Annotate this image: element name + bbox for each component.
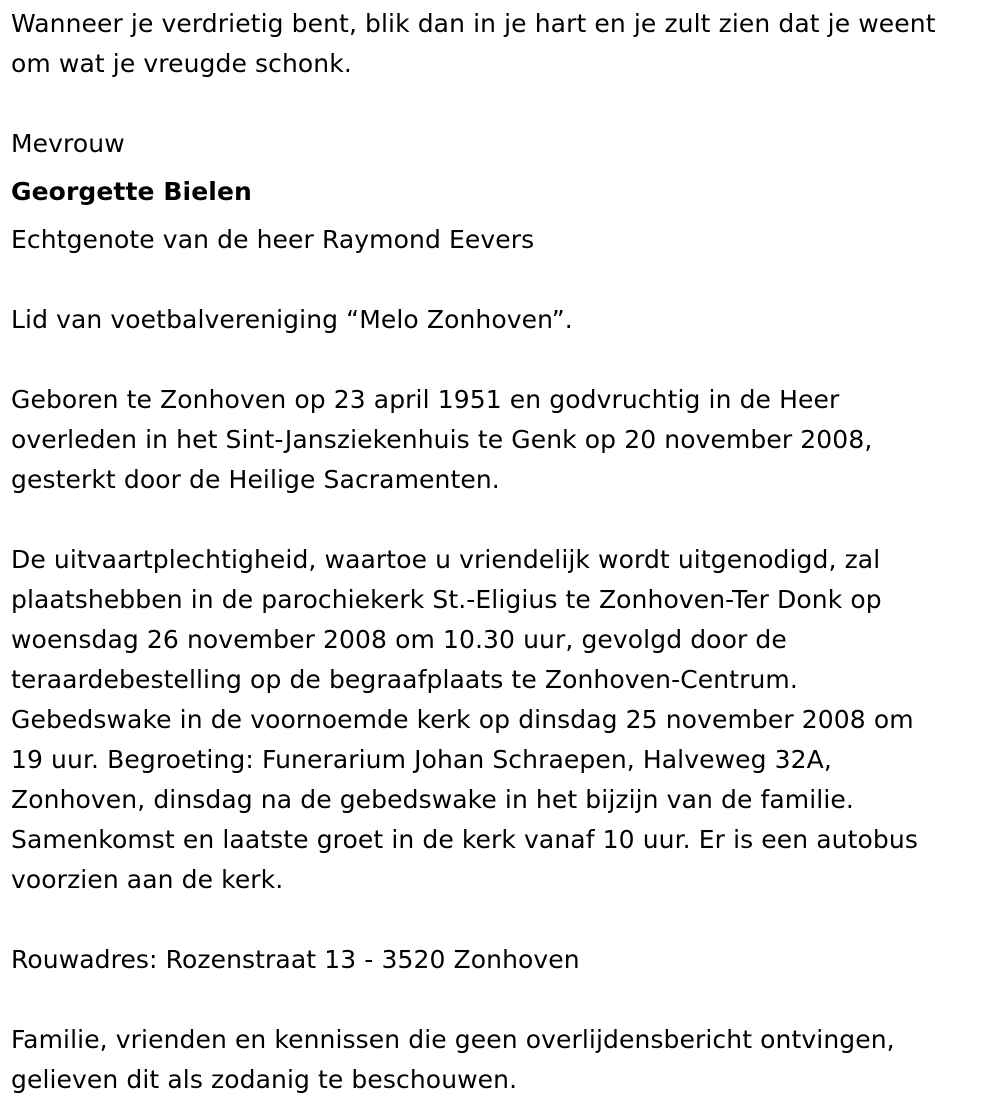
paragraph-spacer (11, 84, 996, 124)
birth-death-line: Geboren te Zonhoven op 23 april 1951 en godvruchtig in de Heer (11, 385, 840, 414)
funeral-line: voorzien aan de kerk. (11, 865, 284, 894)
mourning-address: Rouwadres: Rozenstraat 13 - 3520 Zonhoven (11, 945, 580, 974)
funeral-line: De uitvaartplechtigheid, waartoe u vriendelijk wordt uitgenodigd, zal (11, 545, 881, 574)
birth-death-line: gesterkt door de Heilige Sacramenten. (11, 465, 500, 494)
paragraph-spacer (11, 900, 996, 940)
quote-line: Wanneer je verdrietig bent, blik dan in je hart en je zult zien dat je weent (11, 9, 936, 38)
paragraph-spacer (11, 260, 996, 300)
paragraph-spacer (11, 500, 996, 540)
obituary-document (11, 4, 996, 1100)
funeral-line: plaatshebben in de parochiekerk St.-Eligius te Zonhoven-Ter Donk op (11, 585, 882, 614)
funeral-line: Samenkomst en laatste groet in de kerk vanaf 10 uur. Er is een autobus (11, 825, 918, 854)
quote-paragraph (11, 4, 996, 84)
person-block (11, 124, 996, 260)
birth-death-paragraph (11, 380, 996, 500)
closing-line: gelieven dit als zodanig te beschouwen. (11, 1065, 518, 1094)
membership-line: Lid van voetbalvereniging “Melo Zonhoven”. (11, 305, 573, 334)
funeral-line: Gebedswake in de voornoemde kerk op dinsdag 25 november 2008 om (11, 705, 914, 734)
funeral-line: teraardebestelling op de begraafplaats te Zonhoven-Centrum. (11, 665, 798, 694)
funeral-line: Zonhoven, dinsdag na de gebedswake in het bijzijn van de familie. (11, 785, 854, 814)
spacer (11, 164, 996, 172)
salutation: Mevrouw (11, 129, 125, 158)
funeral-paragraph (11, 540, 996, 900)
quote-line: om wat je vreugde schonk. (11, 49, 352, 78)
spouse-line: Echtgenote van de heer Raymond Eevers (11, 225, 535, 254)
closing-line: Familie, vrienden en kennissen die geen overlijdensbericht ontvingen, (11, 1025, 895, 1054)
spacer (11, 212, 996, 220)
deceased-name: Georgette Bielen (11, 177, 252, 206)
birth-death-line: overleden in het Sint-Jansziekenhuis te Genk op 20 november 2008, (11, 425, 873, 454)
funeral-line: 19 uur. Begroeting: Funerarium Johan Schraepen, Halveweg 32A, (11, 745, 832, 774)
closing-paragraph (11, 1020, 996, 1100)
paragraph-spacer (11, 340, 996, 380)
funeral-line: woensdag 26 november 2008 om 10.30 uur, gevolgd door de (11, 625, 787, 654)
paragraph-spacer (11, 980, 996, 1020)
